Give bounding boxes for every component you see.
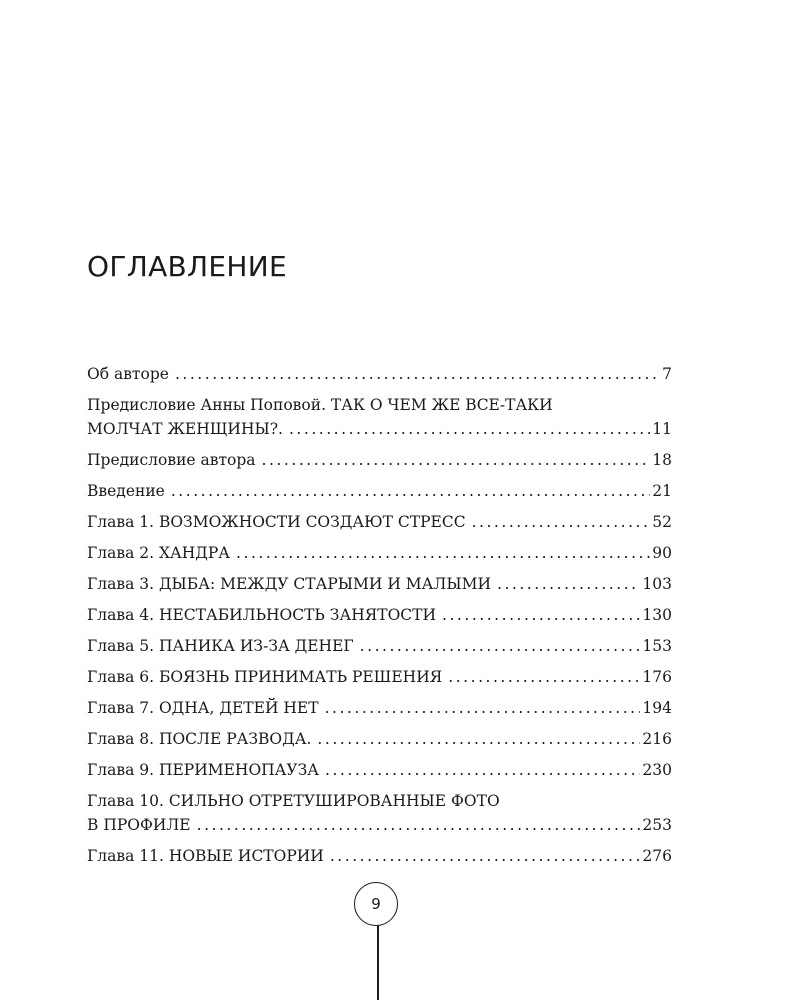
toc-row xyxy=(87,572,672,596)
toc-entry-title: Глава 9. ПЕРИМЕНОПАУЗА xyxy=(87,761,320,779)
toc-entry-page: 7 xyxy=(662,365,672,383)
toc-entry-title: Глава 11. НОВЫЕ ИСТОРИИ xyxy=(87,847,324,865)
toc-row xyxy=(87,541,672,565)
toc-entry-page: 103 xyxy=(642,575,672,593)
page-title: ОГЛАВЛЕНИЕ xyxy=(87,250,287,283)
toc-entry-title-line1: Глава 10. СИЛЬНО ОТРЕТУШИРОВАННЫЕ ФОТО xyxy=(87,792,500,810)
dot-leader xyxy=(175,362,660,386)
toc-row xyxy=(87,727,672,751)
toc-entry-title: Глава 3. ДЫБА: МЕЖДУ СТАРЫМИ И МАЛЫМИ xyxy=(87,575,491,593)
dot-leader xyxy=(262,448,651,472)
toc-row xyxy=(87,603,672,627)
toc-entry-title: МОЛЧАТ ЖЕНЩИНЫ?. xyxy=(87,420,283,438)
toc-entry-page: 153 xyxy=(642,637,672,655)
toc-row xyxy=(87,696,672,720)
toc-entry-page: 52 xyxy=(652,513,672,531)
toc-row xyxy=(87,417,672,441)
page-number-badge xyxy=(354,882,398,926)
dot-leader xyxy=(360,634,641,658)
toc-entry xyxy=(87,362,672,386)
toc-entry-page: 216 xyxy=(642,730,672,748)
toc-entry-title: Глава 5. ПАНИКА ИЗ-ЗА ДЕНЕГ xyxy=(87,637,354,655)
toc-entry xyxy=(87,393,672,441)
toc-entry-page: 90 xyxy=(652,544,672,562)
toc-row xyxy=(87,844,672,868)
page-number: 9 xyxy=(371,895,381,913)
toc-entry xyxy=(87,727,672,751)
dot-leader xyxy=(330,844,641,868)
dot-leader xyxy=(171,479,650,503)
toc-entry-title: В ПРОФИЛЕ xyxy=(87,816,191,834)
toc-entry-page: 176 xyxy=(642,668,672,686)
page-marker-line xyxy=(377,926,379,1000)
dot-leader xyxy=(448,665,640,689)
toc-entry xyxy=(87,758,672,782)
toc-entry xyxy=(87,541,672,565)
toc-row xyxy=(87,448,672,472)
toc-entry-page: 130 xyxy=(642,606,672,624)
toc-entry-page: 18 xyxy=(652,451,672,469)
toc-row xyxy=(87,758,672,782)
toc-entry-page: 253 xyxy=(642,816,672,834)
toc-entry-page: 230 xyxy=(642,761,672,779)
toc-row xyxy=(87,479,672,503)
toc-entry-title: Глава 4. НЕСТАБИЛЬНОСТЬ ЗАНЯТОСТИ xyxy=(87,606,436,624)
toc-entry xyxy=(87,696,672,720)
toc-entry-title: Глава 7. ОДНА, ДЕТЕЙ НЕТ xyxy=(87,699,319,717)
dot-leader xyxy=(289,417,650,441)
toc-entry-title: Глава 8. ПОСЛЕ РАЗВОДА. xyxy=(87,730,312,748)
toc-entry-page: 11 xyxy=(652,420,672,438)
toc-entry-title: Глава 1. ВОЗМОЖНОСТИ СОЗДАЮТ СТРЕСС xyxy=(87,513,466,531)
toc-entry-page: 276 xyxy=(642,847,672,865)
toc-entry-title: Об авторе xyxy=(87,365,169,383)
toc-entry-page: 21 xyxy=(652,482,672,500)
toc-entry-title: Введение xyxy=(87,482,165,500)
toc-entry xyxy=(87,448,672,472)
toc-entry-title: Глава 2. ХАНДРА xyxy=(87,544,231,562)
toc-row xyxy=(87,665,672,689)
toc-entry xyxy=(87,844,672,868)
dot-leader xyxy=(325,696,641,720)
toc-row xyxy=(87,510,672,534)
toc-entry xyxy=(87,479,672,503)
dot-leader xyxy=(472,510,651,534)
toc-entry-title: Предисловие автора xyxy=(87,451,256,469)
dot-leader xyxy=(317,727,640,751)
toc-entry-title-line1: Предисловие Анны Поповой. ТАК О ЧЕМ ЖЕ ВСЕ-ТАКИ xyxy=(87,396,553,414)
dot-leader xyxy=(197,813,641,837)
dot-leader xyxy=(236,541,650,565)
toc-entry xyxy=(87,789,672,837)
toc-entry xyxy=(87,634,672,658)
toc-row xyxy=(87,634,672,658)
toc-row xyxy=(87,813,672,837)
toc-entry xyxy=(87,603,672,627)
dot-leader xyxy=(325,758,640,782)
dot-leader xyxy=(497,572,640,596)
dot-leader xyxy=(442,603,640,627)
toc-entry xyxy=(87,572,672,596)
toc-row xyxy=(87,362,672,386)
toc-entry xyxy=(87,510,672,534)
toc-list xyxy=(87,362,672,875)
toc-entry-page: 194 xyxy=(642,699,672,717)
toc-entry xyxy=(87,665,672,689)
toc-entry-title: Глава 6. БОЯЗНЬ ПРИНИМАТЬ РЕШЕНИЯ xyxy=(87,668,443,686)
